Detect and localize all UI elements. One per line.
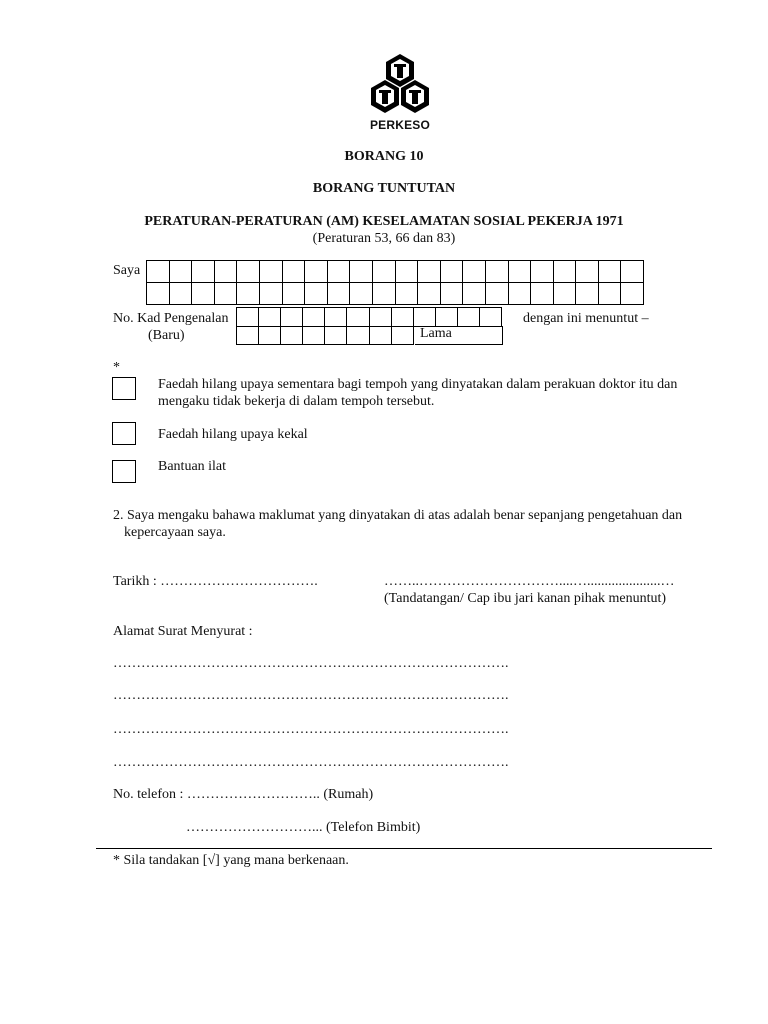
name-char-box[interactable]	[509, 261, 532, 283]
ic-old-char-box[interactable]	[325, 326, 347, 345]
name-char-box[interactable]	[621, 283, 644, 305]
name-char-box[interactable]	[599, 283, 622, 305]
ic-old-char-box[interactable]	[303, 326, 325, 345]
form-title: BORANG TUNTUTAN	[312, 181, 456, 196]
name-char-box[interactable]	[192, 261, 215, 283]
ic-old-char-box[interactable]	[281, 326, 303, 345]
name-char-box[interactable]	[237, 261, 260, 283]
name-input-grid[interactable]	[146, 260, 644, 305]
ic-old-char-box[interactable]	[259, 326, 281, 345]
ic-new-input-grid[interactable]	[236, 307, 502, 327]
name-char-box[interactable]	[350, 283, 373, 305]
asterisk-marker: *	[113, 360, 120, 375]
footnote: * Sila tandakan [√] yang mana berkenaan.	[113, 853, 349, 868]
name-char-box[interactable]	[599, 261, 622, 283]
name-char-box[interactable]	[554, 283, 577, 305]
name-char-box[interactable]	[373, 283, 396, 305]
name-char-box[interactable]	[192, 283, 215, 305]
ic-new-char-box[interactable]	[480, 308, 502, 327]
name-char-box[interactable]	[463, 283, 486, 305]
ic-old-char-box[interactable]	[347, 326, 369, 345]
name-char-box[interactable]	[463, 261, 486, 283]
address-line-2[interactable]: ………………………………………………………………………….	[113, 688, 509, 703]
name-char-box[interactable]	[147, 283, 170, 305]
address-label: Alamat Surat Menyurat :	[113, 624, 253, 639]
option-temporary-line1: Faedah hilang upaya sementara bagi tempoh yang dinyatakan dalam perakuan doktor itu dan	[158, 377, 678, 392]
regulation-reference: (Peraturan 53, 66 dan 83)	[312, 231, 456, 246]
name-char-box[interactable]	[576, 283, 599, 305]
name-char-box[interactable]	[486, 261, 509, 283]
perkeso-logo-icon	[368, 52, 432, 114]
ic-new-char-box[interactable]	[281, 308, 303, 327]
ic-new-char-box[interactable]	[414, 308, 436, 327]
ic-new-char-box[interactable]	[370, 308, 392, 327]
name-char-box[interactable]	[441, 283, 464, 305]
name-char-box[interactable]	[441, 261, 464, 283]
name-char-box[interactable]	[621, 261, 644, 283]
logo-text: PERKESO	[369, 118, 431, 132]
name-char-box[interactable]	[328, 283, 351, 305]
ic-new-char-box[interactable]	[259, 308, 281, 327]
name-char-box[interactable]	[260, 261, 283, 283]
name-char-box[interactable]	[215, 261, 238, 283]
option-temporary-checkbox[interactable]	[112, 377, 136, 400]
claim-suffix: dengan ini menuntut –	[523, 311, 649, 326]
ic-old-label: Lama	[420, 326, 452, 341]
option-permanent-label: Faedah hilang upaya kekal	[158, 427, 308, 442]
name-char-box[interactable]	[147, 261, 170, 283]
ic-label: No. Kad Pengenalan	[113, 311, 229, 326]
ic-new-char-box[interactable]	[347, 308, 369, 327]
ic-new-char-box[interactable]	[237, 308, 259, 327]
name-char-box[interactable]	[554, 261, 577, 283]
ic-new-char-box[interactable]	[458, 308, 480, 327]
name-char-box[interactable]	[283, 261, 306, 283]
option-permanent-checkbox[interactable]	[112, 422, 136, 445]
ic-new-label: (Baru)	[148, 328, 185, 343]
name-char-box[interactable]	[170, 261, 193, 283]
ic-new-char-box[interactable]	[325, 308, 347, 327]
regulation-title: PERATURAN-PERATURAN (AM) KESELAMATAN SOSIAL PEKERJA 1971	[144, 214, 624, 229]
declaration-line2: kepercayaan saya.	[124, 525, 226, 540]
ic-new-char-box[interactable]	[303, 308, 325, 327]
name-char-box[interactable]	[486, 283, 509, 305]
name-char-box[interactable]	[509, 283, 532, 305]
name-char-box[interactable]	[396, 261, 419, 283]
name-char-box[interactable]	[305, 261, 328, 283]
address-line-1[interactable]: ………………………………………………………………………….	[113, 656, 509, 671]
name-char-box[interactable]	[170, 283, 193, 305]
option-invalidity-checkbox[interactable]	[112, 460, 136, 483]
date-field[interactable]: Tarikh : …………………………….	[113, 574, 318, 589]
ic-old-input-grid[interactable]	[236, 326, 414, 345]
name-char-box[interactable]	[418, 283, 441, 305]
signature-caption: (Tandatangan/ Cap ibu jari kanan pihak menuntut)	[384, 591, 667, 606]
mobile-phone-field[interactable]: ………………………... (Telefon Bimbit)	[186, 820, 421, 835]
declaration-line1: 2. Saya mengaku bahawa maklumat yang dinyatakan di atas adalah benar sepanjang pengetahuan dan	[113, 508, 683, 523]
name-char-box[interactable]	[418, 261, 441, 283]
name-char-box[interactable]	[260, 283, 283, 305]
name-char-box[interactable]	[283, 283, 306, 305]
address-line-4[interactable]: ………………………………………………………………………….	[113, 755, 509, 770]
signature-field[interactable]: ……..…………………………....….....................…	[384, 574, 675, 589]
name-char-box[interactable]	[350, 261, 373, 283]
name-char-box[interactable]	[328, 261, 351, 283]
ic-old-char-box[interactable]	[370, 326, 392, 345]
footnote-divider	[96, 848, 712, 849]
ic-old-char-box[interactable]	[392, 326, 414, 345]
name-char-box[interactable]	[215, 283, 238, 305]
option-invalidity-label: Bantuan ilat	[158, 459, 227, 474]
name-char-box[interactable]	[305, 283, 328, 305]
ic-new-char-box[interactable]	[392, 308, 414, 327]
name-char-box[interactable]	[237, 283, 260, 305]
home-phone-field[interactable]: No. telefon : ……………………….. (Rumah)	[113, 787, 374, 802]
option-temporary-line2: mengaku tidak bekerja di dalam tempoh tersebut.	[158, 394, 435, 409]
name-char-box[interactable]	[373, 261, 396, 283]
name-char-box[interactable]	[576, 261, 599, 283]
ic-new-char-box[interactable]	[436, 308, 458, 327]
ic-old-char-box[interactable]	[237, 326, 259, 345]
address-line-3[interactable]: ………………………………………………………………………….	[113, 722, 509, 737]
saya-label: Saya	[113, 263, 141, 278]
name-char-box[interactable]	[396, 283, 419, 305]
name-char-box[interactable]	[531, 261, 554, 283]
name-char-box[interactable]	[531, 283, 554, 305]
form-number: BORANG 10	[344, 149, 424, 164]
